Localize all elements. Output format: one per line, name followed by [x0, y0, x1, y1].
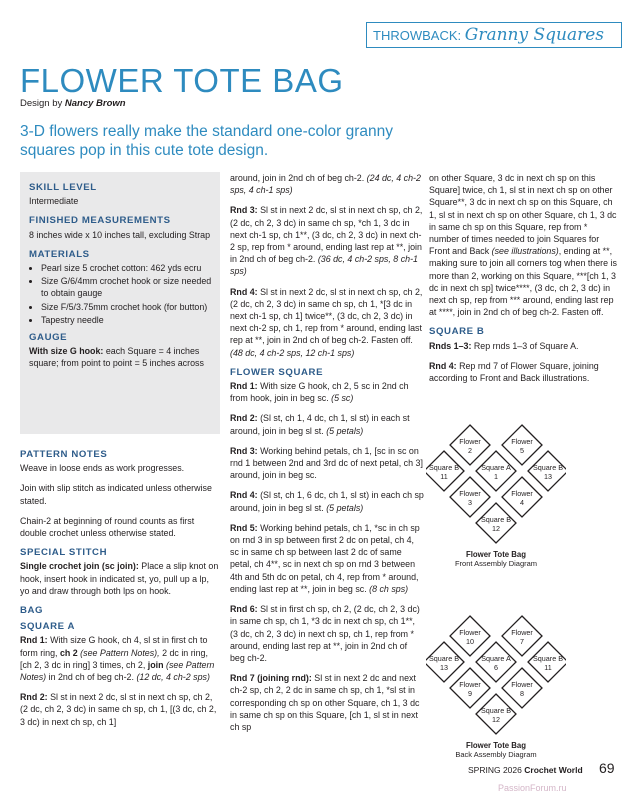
- rnd-body: Working behind petals, ch 1, *sc in ch sp on rnd 3 in sp between first 2 dc on petal, ch 4, sc in same ch sp between last 2 dc of same petal, ch 4**, sc in next ch sp on rnd 3 between 4th and 5th dc on petal, ch 4, rep from * around, ending last rep at **, join in beg sc.: [230, 522, 420, 594]
- f2-text: [230, 412, 424, 436]
- rnd-body: 2 dc in ring, [ch 2, 3 dc in ring] 3 times, ch 2,: [20, 647, 208, 670]
- cell-number: 7: [520, 637, 524, 646]
- f6-text: [230, 603, 424, 664]
- list-item: • Tapestry needle: [41, 314, 215, 326]
- cell-label: Square A: [481, 463, 511, 472]
- rnd-body: (Sl st, ch 1, 6 dc, ch 1, sl st) in each ch sp around, join in beg sl st.: [230, 490, 424, 513]
- flower-square-heading: FLOWER SQUARE: [230, 366, 324, 378]
- special-stitch-text: [20, 560, 220, 597]
- byline: [20, 98, 126, 109]
- rnd-lead: Rnd 4:: [429, 360, 457, 371]
- cell-label: Flower: [511, 437, 533, 446]
- rnd-body: Sl st in next 2 dc, sl st in next ch sp, ch 2, (2 dc, ch 2, 3 dc) in same ch sp, ch 1, *[3 dc in next ch-1 sp, ch 1] twice**, (3 dc, ch 2, 3 dc) in next ch-2 sp, ch 1, rep from * around, ending last rep at **, join in 2nd ch of beg ch-2. Fasten off.: [230, 286, 423, 346]
- rnd-count: (5 sc): [331, 393, 354, 404]
- rnd-lead: Rnds 1–3:: [429, 340, 472, 351]
- square-b-heading: SQUARE B: [429, 326, 485, 338]
- section-label: THROWBACK:: [373, 28, 462, 43]
- designer-name: Nancy Brown: [64, 98, 126, 109]
- back-assembly-diagram: [426, 604, 566, 736]
- rnd-lead: Rnd 3:: [230, 205, 258, 216]
- cell-label: Flower: [459, 628, 481, 637]
- gauge-text: [29, 345, 215, 369]
- special-stitch-body: Place a slip knot on hook, insert hook in indicated st, yo, pull up a lp, yo and draw through both lps on hook.: [20, 561, 219, 596]
- rnd-body: around, join in 2nd ch of beg ch-2.: [230, 173, 367, 183]
- b1-text: [429, 340, 619, 352]
- rnd-italic: (see Pattern Notes),: [77, 647, 160, 658]
- watermark: PassionForum.ru: [498, 783, 567, 793]
- cell-label: Square B: [429, 463, 459, 472]
- cell-number: 4: [520, 498, 524, 507]
- list-item: • Size G/6/4mm crochet hook or size needed to obtain gauge: [41, 275, 215, 299]
- rnd-body: Rep rnds 1–3 of Square A.: [471, 340, 579, 351]
- rnd2-text: [20, 691, 220, 728]
- cell-number: 9: [468, 689, 472, 698]
- rnd-bold: ch 2: [59, 647, 78, 658]
- cell-label: Flower: [511, 680, 533, 689]
- rnd-lead: Rnd 1:: [230, 381, 258, 392]
- square-a-heading: SQUARE A: [20, 621, 76, 633]
- section-script-label: Granny Squares: [464, 25, 605, 45]
- caption-title: Flower Tote Bag: [465, 741, 527, 750]
- rnd-lead: Rnd 2:: [20, 692, 48, 703]
- rnd-count: (36 dc, 4 ch-2 sps, 8 ch-1 sps): [230, 254, 418, 277]
- page-footer: [468, 765, 583, 775]
- footer-magazine: Crochet World: [524, 765, 583, 775]
- cell-label: Square B: [481, 706, 511, 715]
- rnd-count: (12 dc, 4 ch-2 sps): [136, 672, 210, 683]
- rnd-count: (48 dc, 4 ch-2 sps, 12 ch-1 sps): [230, 347, 355, 358]
- list-item: • Size F/5/3.75mm crochet hook (for button): [41, 301, 215, 313]
- rnd-body: Sl st in next 2 dc, sl st in next ch sp, ch 2, (2 dc, ch 2, 3 dc) in same ch sp, *ch 1, 3 dc in next ch-1 sp, ch 1**, (3 dc, ch 2, 3 dc) in next ch-2 sp, rep from * around, ending last rep at **, join in 2nd ch of beg ch-2.: [230, 205, 423, 265]
- sidebar-content: [29, 182, 215, 378]
- caption-subtitle: Back Assembly Diagram: [455, 750, 537, 759]
- cell-number: 8: [520, 689, 524, 698]
- cell-label: Square B: [533, 463, 563, 472]
- column-1: [20, 449, 220, 736]
- rnd1-text: [20, 634, 220, 683]
- page-number: 69: [599, 760, 615, 776]
- rnd-body: (Sl st, ch 1, 4 dc, ch 1, sl st) in each st around, join in beg sl st.: [230, 413, 410, 436]
- rnd-lead: Rnd 1:: [20, 635, 48, 646]
- skill-heading: SKILL LEVEL: [29, 182, 97, 193]
- page-title: FLOWER TOTE BAG: [20, 62, 344, 99]
- finished-text: 8 inches wide x 10 inches tall, excluding Strap: [29, 229, 211, 240]
- caption-title: Flower Tote Bag: [465, 550, 527, 559]
- bag-heading: BAG: [20, 605, 44, 617]
- f3-text: [230, 445, 424, 482]
- column-2: [230, 172, 424, 741]
- rnd-lead: Rnd 4:: [230, 490, 258, 501]
- rnd-count: (5 petals): [326, 425, 364, 436]
- cell-label: Square A: [481, 654, 511, 663]
- rnd-lead: Rnd 3:: [230, 445, 258, 456]
- front-diagram-caption: [426, 550, 566, 568]
- rnd-lead: Rnd 5:: [230, 522, 258, 533]
- materials-list: [29, 262, 215, 326]
- footer-issue: SPRING 2026: [468, 765, 522, 775]
- rnd-body: , ending at **, making sure to join all corners tog when there is more than 2, working on this Square, ***[ch 1, 3 dc in next ch sp] twice****, (3 dc, ch 2, 3 dc) in next ch sp, rep from *** around, ending last rep at ****, join in 2nd ch of beg ch-2. Fasten off.: [429, 246, 617, 318]
- cell-number: 13: [440, 663, 448, 672]
- note-paragraph: Weave in loose ends as work progresses.: [20, 463, 185, 474]
- rnd-body: Working behind petals, ch 1, [sc in sc on rnd 1 between 2nd and 3rd dc of next petal, ch 3] around, join in beg sc.: [230, 445, 423, 481]
- f4-text: [230, 489, 424, 513]
- cell-number: 10: [466, 637, 474, 646]
- gauge-body: each Square = 4 inches square; from point to point = 5 inches across: [29, 346, 204, 369]
- gauge-lead: With size G hook:: [29, 346, 104, 357]
- cell-number: 5: [520, 446, 524, 455]
- rnd-body: With size G hook, ch 4, sl st in first ch to form ring,: [20, 635, 208, 658]
- rnd-count: (24 dc, 4 ch-2 sps, 4 ch-1 sps): [230, 173, 421, 196]
- rnd-italic: (see Pattern Notes): [20, 659, 215, 683]
- special-stitch-heading: SPECIAL STITCH: [20, 547, 108, 559]
- rnd-body: Rep rnd 7 of Flower Square, joining according to Front and Back illustrations.: [429, 360, 599, 384]
- cell-number: 2: [468, 446, 472, 455]
- cell-number: 3: [468, 498, 472, 507]
- rnd4-text: [230, 286, 424, 359]
- cell-label: Flower: [459, 489, 481, 498]
- cell-number: 6: [494, 663, 498, 672]
- cell-number: 12: [492, 524, 500, 533]
- cell-label: Flower: [459, 680, 481, 689]
- rnd-lead: Rnd 7 (joining rnd):: [230, 673, 312, 684]
- cell-number: 1: [494, 472, 498, 481]
- rnd2-cont: [230, 172, 424, 196]
- gauge-heading: GAUGE: [29, 332, 68, 344]
- rnd-italic: (see illustrations): [491, 246, 559, 257]
- rnd-lead: Rnd 6:: [230, 604, 258, 615]
- list-item: • Pearl size 5 crochet cotton: 462 yds ecru: [41, 262, 215, 274]
- cell-number: 11: [544, 663, 552, 672]
- rnd-body: in 2nd ch of beg ch-2.: [46, 672, 137, 683]
- pattern-notes-heading: PATTERN NOTES: [20, 449, 108, 460]
- intro-text: 3-D flowers really make the standard one-color granny squares pop in this cute tote design.: [20, 123, 394, 159]
- rnd-body: Sl st in first ch sp, ch 2, (2 dc, ch 2, 3 dc) in same ch sp, ch 1, *3 dc in next ch sp, ch 1**, (3 dc, ch 2, 3 dc) in next ch sp, ch 1, rep from * around, ending last rep at **, join in 2nd ch of beg ch-2.: [230, 604, 420, 663]
- rnd-body: Sl st in next 2 dc, sl st in next ch sp, ch 2, (2 dc, ch 2, 3 dc) in same ch sp, ch 1, [(3 dc, ch 2, 3 dc) in next ch sp, ch 1]: [20, 692, 217, 727]
- back-diagram-caption: [426, 741, 566, 759]
- rnd-lead: Rnd 4:: [230, 286, 258, 297]
- cell-number: 11: [440, 472, 448, 481]
- rnd-body: With size G hook, ch 2, 5 sc in 2nd ch from hook, join in beg sc.: [230, 381, 409, 404]
- f5-text: [230, 522, 424, 595]
- b4-text: [429, 360, 619, 384]
- cell-label: Square B: [481, 515, 511, 524]
- rnd-count: (8 ch sps): [369, 583, 409, 594]
- cell-number: 12: [492, 715, 500, 724]
- join-text: [429, 172, 619, 318]
- note-paragraph: Join with slip stitch as indicated unless otherwise stated.: [20, 483, 212, 506]
- skill-text: Intermediate: [29, 196, 79, 207]
- section-tag: [366, 22, 622, 48]
- rnd-lead: Rnd 2:: [230, 413, 258, 424]
- rnd-body: on other Square, 3 dc in next ch sp on this Square] twice, ch 1, sl st in next ch sp on other Square**, 3 dc in next ch sp on this Square, ch 1, sl st in next ch sp on other Square, ch 1, 3 dc in same ch sp on this Square, rep from * number of times needed to join Squares for Front and Back: [429, 173, 617, 257]
- f7-text: [230, 672, 424, 733]
- rnd-body: Sl st in next 2 dc and next ch-2 sp, ch 2, 2 dc in same ch sp, ch 1, *sl st in corresponding ch sp on other Square, ch 1, 3 dc in same ch sp on this Square, [ch 1, sl st in next ch sp: [230, 673, 420, 732]
- finished-heading: FINISHED MEASUREMENTS: [29, 215, 171, 227]
- cell-label: Square B: [429, 654, 459, 663]
- front-assembly-diagram: [426, 413, 566, 545]
- byline-prefix: Design by: [20, 98, 65, 109]
- materials-heading: MATERIALS: [29, 248, 90, 260]
- cell-label: Flower: [511, 628, 533, 637]
- cell-label: Flower: [511, 489, 533, 498]
- rnd-count: (5 petals): [326, 502, 364, 513]
- rnd3-text: [230, 204, 424, 277]
- rnd-bold: join: [147, 659, 164, 670]
- cell-label: Square B: [533, 654, 563, 663]
- special-stitch-lead: Single crochet join (sc join):: [20, 561, 139, 572]
- cell-label: Flower: [459, 437, 481, 446]
- column-3: [429, 172, 619, 392]
- f1-text: [230, 380, 424, 404]
- caption-subtitle: Front Assembly Diagram: [454, 559, 538, 568]
- cell-number: 13: [544, 472, 552, 481]
- note-paragraph: Chain-2 at beginning of round counts as first double crochet unless otherwise stated.: [20, 515, 195, 539]
